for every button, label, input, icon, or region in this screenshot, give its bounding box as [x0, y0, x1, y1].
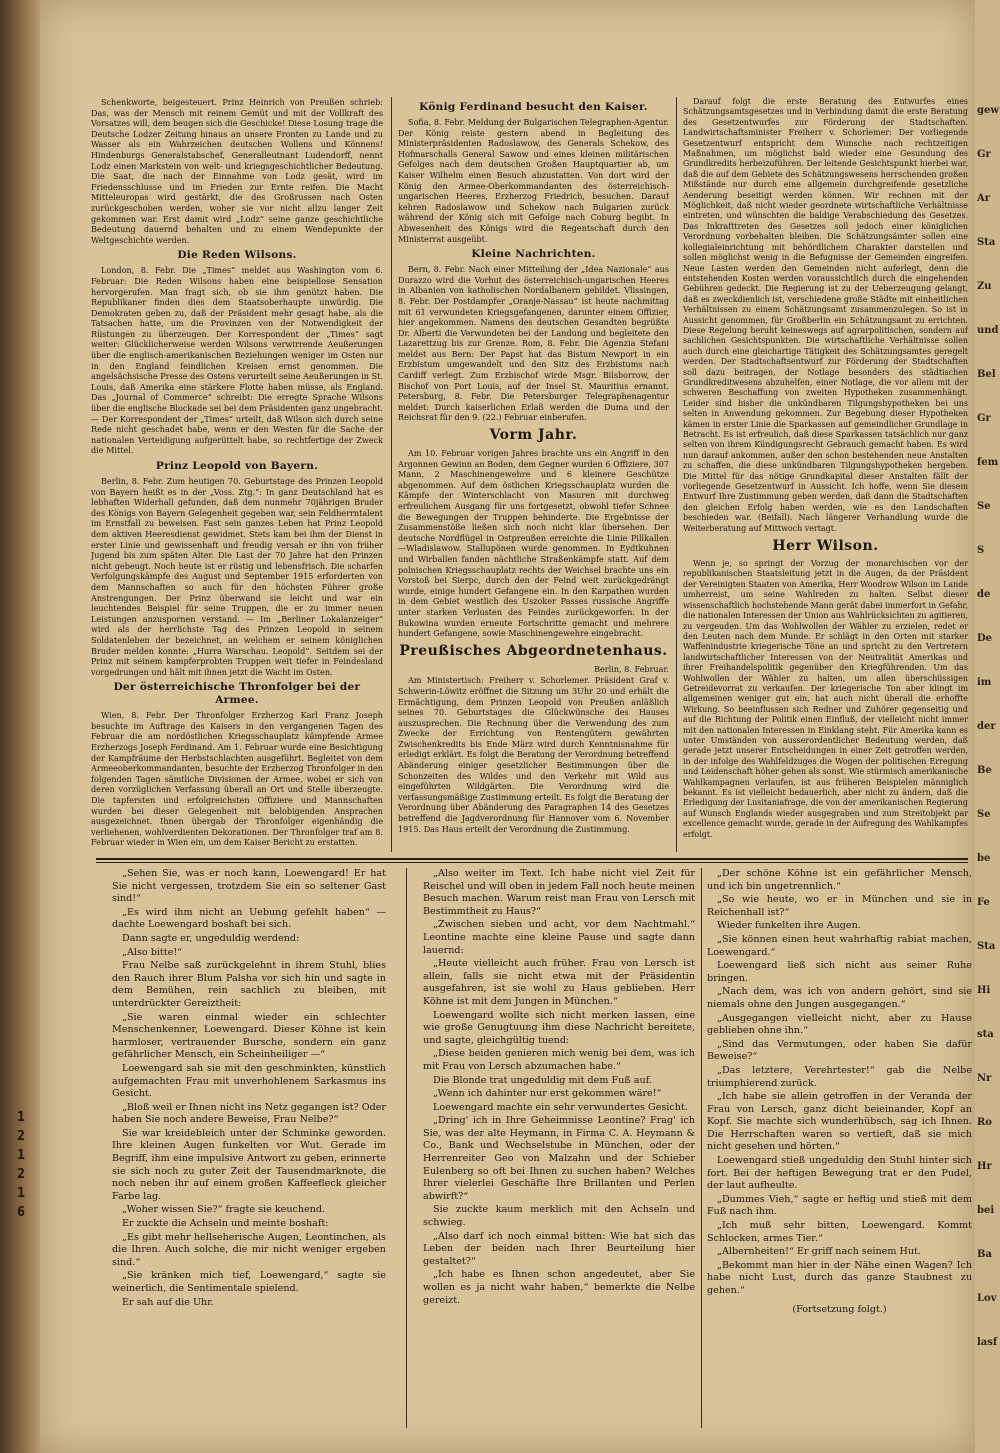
adjacent-page-word: Hi — [977, 985, 991, 996]
serial-paragraph: Die Blonde trat ungeduldig mit dem Fuß auf. — [433, 1074, 652, 1086]
adjacent-page-word: Fe — [977, 897, 990, 908]
heading-vorm-jahr: Vorm Jahr. — [489, 427, 578, 444]
serial-paragraph: „Ich habe sie allein getroffen in der Veranda der Frau von Lersch, ganz dicht beieinander, Kopf an Kopf. Sie machte sich wunderhübsch, sag ich Ihnen. Die Herrschaften waren so vertieft, daß sie mich nicht gesehen und hörten.“ — [707, 1091, 972, 1153]
adjacent-page-word: im — [977, 677, 992, 688]
serial-paragraph: „Bloß weil er Ihnen nicht ins Netz gegangen ist? Oder haben Sie noch andere Beweise, Frau Nelbe?“ — [112, 1101, 386, 1126]
serial-paragraph: Loewengard ließ sich nicht aus seiner Ruhe bringen. — [707, 960, 972, 984]
heading-kleine-nachrichten: Kleine Nachrichten. — [471, 248, 596, 261]
dateline-abgeordnetenhaus: Berlin, 8. Februar. — [594, 663, 669, 674]
binding-edge — [0, 0, 40, 1453]
serial-paragraph: „Nach dem, was ich von andern gehört, sind sie niemals ohne den Jungen ausgegangen.“ — [707, 986, 972, 1010]
heading-prince-leopold: Prinz Leopold von Bayern. — [155, 460, 319, 472]
serial-paragraph: Loewengard stieß ungeduldig den Stuhl hinter sich fort. Bei der heftigen Bewegung trat er den Pudel, der laut aufheulte. — [707, 1155, 972, 1192]
serial-paragraph: Loewengard machte ein sehr verwundertes Gesicht. — [433, 1101, 688, 1113]
column-1 — [91, 97, 383, 852]
adjacent-page-word: De — [977, 633, 993, 644]
serial-paragraph: Er zuckte die Achseln und meinte boshaft: — [122, 1218, 329, 1230]
serial-paragraph: „Sehen Sie, was er noch kann, Loewengard! Er hat Sie nicht vergessen, trotzdem Sie ein so seltener Gast sind!“ — [112, 868, 386, 905]
adjacent-page-word: Gr — [977, 149, 991, 160]
serial-paragraph: Loewengard wollte sich nicht merken lassen, eine wie große Genugtuung ihm diese Nachricht bereitete, und sagte, gleichgültig tuend: — [423, 1009, 695, 1046]
serial-paragraph: „Woher wissen Sie?“ fragte sie keuchend. — [122, 1204, 326, 1216]
article-prince-leopold: Berlin, 8. Febr. Zum heutigen 70. Geburtstage des Prinzen Leopold von Bayern heißt es in der „Voss. Ztg.“: In ganz Deutschland hat es lebhaften Widerhall gefunden, daß dem nunmehr 70jährigen Bruder des Königs von Bayern Gelegenheit gegeben war, sein Feldherrntalent im Ernstfall zu beweisen. Fast sein ganzes Leben hat Prinz Leopold dem aktiven Heeresdienst gewidmet. Stets kam bei ihm der Dienst in erster Linie und gewissenhaft und freudig versah er ihn von früher Jugend bis zum späten Alter. Die Last der 70 Jahre hat den Prinzen nicht gebeugt. Noch heute ist er rüstig und lebensfrisch. Die scharfen Verfolgungskämpfe des August und September 1915 erforderten von dem Mannschaften so auch für den höchsten Führer große Anstrengungen. Der Prinz überwand sie leicht und war ein leuchtendes Beispiel für seine Truppen, die er zu immer neuen Leistungen anzuspornen verstand. — Im „Berliner Lokalanzeiger“ wird als der herrlichste Tag des Prinzen Leopold in seinem Soldatenleben der bezeichnet, an welchem er seinem königlichen Bruder melden konnte: „Hurra Warschau. Leopold“. Seitdem sei der Prinz mit seinem kampferprobten Truppen weit tiefer in Feindesland vorgedrungen und hält mit ihnen jetzt die Wacht im Osten. — [91, 476, 383, 677]
adjacent-page-word: Se — [977, 809, 991, 820]
serial-paragraph: „Ich muß sehr bitten, Loewengard. Kommt Schlocken, armes Tier.“ — [707, 1220, 972, 1244]
serial-paragraph: „Ich habe es Ihnen schon angedeutet, aber Sie wollen es ja nicht wahr haben,“ bemerkte die Nelbe gereizt. — [423, 1269, 695, 1306]
heading-thronfolger: Der österreichische Thronfolger bei der Armee. — [113, 681, 361, 707]
serial-paragraph: „Also darf ich noch einmal bitten: Wie hat sich das Leben der beiden nach Ihrer Beurteilung hier gestaltet?“ — [423, 1230, 695, 1267]
adjacent-page-word: der — [977, 721, 996, 732]
adjacent-page-fragment — [975, 0, 1000, 1453]
serial-paragraph: „Es wird ihm nicht an Uebung gefehlt haben“ — dachte Loewengard boshaft bei sich. — [112, 906, 386, 931]
serial-paragraph: „Dummes Vieh,“ sagte er heftig und stieß mit dem Fuß nach ihm. — [707, 1193, 972, 1218]
adjacent-page-word: lasf — [977, 1337, 998, 1348]
adjacent-page-word: Ro — [977, 1117, 992, 1128]
adjacent-page-word: Nr — [977, 1073, 992, 1084]
serial-paragraph: Wieder funkelten ihre Augen. — [717, 920, 861, 932]
serial-paragraph: „Ausgegangen vielleicht nicht, aber zu Hause geblieben ohne ihn.“ — [707, 1012, 972, 1037]
feuilleton-rule — [96, 862, 968, 863]
article-herr-wilson: Wenn je, so springt der Vorzug der monarchischen vor der republikanischen Staatsleitung jetzt in die Augen, da der Präsident der Vereinigten Staaten von Amerika, Herr Woodrow Wilson im Lande umherreist, um seine Wahlreden zu halten. Selbst dieser wissenschaftlich hochstehende Mann gerät dabei immerfort in Gefahr, die nationalen Interessen der Union aus Wahlrücksichten zu agitieren, zu vergeuden. Um das Wohlwollen der Wähler zu erzielen, redet er den Leuten nach dem Munde. Er schlägt in den Orten mit starker Waffenindustrie kriegerische Töne an und spricht zu den Vertretern landwirtschaftlicher Interessen von der Neutralität Amerikas und ihrer Freihandelspolitik gegenüber den Kriegführenden. Um das Wohlwollen der Wähler zu halten, um allen überschüssigen Getreidevorrat zu verkaufen. Der kriegerische Ton aber klingt im allgemeinen weniger gut ein, hat auch nicht überall die erhoffte Wirkung. So beeinflussen sich Redner und Zuhörer gegenseitig und auf die Richtung der Politik einen Einfluß, der vielleicht nicht immer mit den nationalen Interessen in Einklang steht. Für Amerika kann es unter Umständen von ausserordentlicher Bedeutung werden, daß gerade jetzt unserer Entscheidungen in einer Zeit getroffen werden, in der infolge des Wahlfeldzuges die Wogen der politischen Erregung und Leidenschaft höher gehen als sonst. Wie stürmisch amerikanische Wahlkampagnen verlaufen, ist aus früheren Beispielen männiglich bekannt. Es ist vielleicht bedauerlich, aber nicht zu ändern, daß die Erledigung der Lusitaniafrage, die von der amerikanischen Regierung auf Wunsch Englands wieder ausgegraben und zum Streitobjekt par excellence gemacht wurde, gerade in der Aufregung des Wahlkampfes erfolgt. — [683, 559, 968, 839]
serial-paragraph: Er sah auf die Uhr. — [122, 1296, 214, 1308]
adjacent-page-word: Be — [977, 765, 992, 776]
serial-paragraph: „Heute vielleicht auch früher. Frau von Lersch ist allein, falls sie nicht etwa mit der Präsidentin ausgefahren, ist sie wohl zu Haus geblieben. Herr Köhne ist mit dem Jungen in München.“ — [423, 958, 695, 1007]
adjacent-page-word: sta — [977, 1029, 994, 1040]
article-ferdinand: Sofia, 8. Febr. Meldung der Bulgarischen Telegraphen-Agentur. Der König reiste gestern abend in Begleitung des Ministerpräsidenten Radoslawow, des Generals Schekow, des Hofmarschalls General Sawow und eines kleinen militärischen Gefolges nach dem deutschen Großen Hauptquartier ab, um Kaiser Wilhelm einen Besuch abzustatten. Von dort wird der König den Armee-Oberkommandanten des österreichisch-ungarischen Heeres, Erzherzog Friedrich, besuchen. Darauf kehren Radoslawow und Schekow nach Bulgarien zurück während der König sich mit Gefolge nach Coburg begibt. In Abwesenheit des Königs wird die Regentschaft durch den Ministerrat ausgeübt. — [398, 117, 669, 244]
serial-paragraph: „Das letztere, Verehrtester!“ gab die Nelbe triumphierend zurück. — [707, 1064, 972, 1089]
column-3 — [683, 97, 968, 852]
column-rule — [406, 868, 407, 1428]
serial-paragraph: Dann sagte er, ungeduldig werdend: — [122, 932, 300, 944]
adjacent-page-word: Lov — [977, 1293, 997, 1304]
continued-note: (Fortsetzung folgt.) — [792, 1303, 887, 1315]
adjacent-page-word: fem — [977, 457, 999, 468]
adjacent-page-word: Gr — [977, 413, 991, 424]
adjacent-page-word: Sta — [977, 237, 996, 248]
serial-paragraph: Sie zuckte kaum merklich mit den Achseln und schwieg. — [423, 1204, 695, 1229]
serial-paragraph: „Also weiter im Text. Ich habe nicht viel Zeit für Reischel und will oben in jedem Fall noch heute meinen Besuch machen. Warum reist man Frau von Lersch mit Bestimmtheit zu Haus?“ — [423, 868, 695, 917]
margin-number: 1 2 1 2 1 6 — [17, 1110, 25, 1220]
serial-column-1 — [112, 868, 386, 1428]
serial-paragraph: „Zwischen sieben und acht, vor dem Nachtmahl.“ Leontine machte eine kleine Pause und sagte dann lauernd: — [423, 919, 695, 956]
adjacent-page-word: Bel — [977, 369, 996, 380]
column-rule — [391, 97, 392, 852]
article-intro: Schenkworte, beigesteuert. Prinz Heinrich von Preußen schrieb: Das, was der Mensch mit reinem Gemüt und mit der Vollkraft des Vorsatzes will, dem beugen sich die Geschicke! Diese Losung trage die Deutsche Lodzer Zeitung hinaus an unsere Fronten zu Lande und zu Wasser als ein Wahrzeichen deutschen Wollens und Könnens! Hindenburgs Generalstabschef, Generalleutnant Ludendorff, nennt Lodz einen Markstein von welt- und kriegsgeschichtlicher Bedeutung. Die Saat, die nach der Einnahme von Lodz gesät, wird im Friedensschlusse und im Frieden zur Ernte reifen. Die Macht Mitteleuropas wird gestärkt, die des Großrussen nach Osten zurückgeschoben werden, woher sie vor nicht allzu langer Zeit gekommen war. Erst damit wird „Lodz“ seine ganze geschichtliche Bedeutung dauernd behalten und zu einem Wendepunkte der Weltgeschichte werden. — [91, 97, 383, 245]
article-schaetzungsamt: Darauf folgt die erste Beratung des Entwurfes eines Schätzungsamtsgesetzes und in Verbindung damit die erste Beratung des Gesetzentwurfes zur Förderung der Stadtschaften. Landwirtschaftsminister Freiherr v. Schorlemer: Der vorliegende Gesetzentwurf entspricht dem Wunsche nach rechtzeitigen Maßnahmen, um möglichst bald wieder eine Gesundung des Grundkredits herbeizuführen. Der leitende Gesichtspunkt hierbei war, daß die auf dem Gebiete des Schätzungswesens herrschenden großen Mißstände nur durch eine allgemein durchgreifende gesetzliche Aenderung beseitigt werden können. Wir rechnen mit der Möglichkeit, daß nicht wieder geordnete wirtschaftliche Verhältnisse eintreten, und wünschten die baldige Verabschiedung des Gesetzes. Das Inkrafttreten des Gesetzes soll jedoch einer königlichen Verordnung vorbehalten bleiben. Die Schätzungsämter sollen eine kollegialeinrichtung mit behördlichem Charakter darstellen und sollen möglichst wenig in die Befugnisse der Gemeinden eingreifen. Neue Lasten werden den Gemeinden nicht auferlegt, denn die entstehenden Kosten werden voraussichtlich durch die eingehenden Gebühren gedeckt. Die Regierung ist zu der Ueberzeugung gelangt, daß es zweckdienlich ist, verschiedene große Städte mit einheitlichen Verhältnissen zu einem Schätzungsamt zusammenzulegen. So ist in Aussicht genommen, für Großberlin ein Schätzungsamt zu errichten. Diese Regelung beruht keineswegs auf agrarpolitischen, sondern auf sachlichen Gesichtspunkten. Die wirtschaftliche Verhältnisse sollen auch durch eine gleichartige Tätigkeit des Schätzungsamtes geregelt werden. Der Stadtschaftsentwurf zur Förderung der Stadtschaften soll dazu beitragen, der Notlage besonders des städtischen Grundkreditwesens abzuhelfen, einer Notlage, die vor allem mit der schweren Beschaffung von zweiten Hypotheken zusammenhängt. Leider sind bisher die unkündbaren Tilgungshypotheken bei uns selten in Anwendung gekommen. Zur Begebung dieser Hypotheken kämen in erster Linie die Sparkassen auf gemeindlicher Grundlage in Betracht. Es ist erfreulich, daß diese Sparkassen tatsächlich nur ganz selten von ihrem Kündigungsrecht Gebrauch gemacht haben. Es wird nun darauf ankommen, außer den schon bestehenden neue Anstalten zu schaffen, die diese unkündbaren Tilgungshypotheken hergeben. Die Mittel für das nötige Grundkapital dieser Anstalten fällt der vorliegende Gesetzentwurf in Aussicht. Ich hoffe, wenn Sie diesem Entwurf Ihre Zustimmung geben werden, daß dann die Stadtschaften den gleichen Erfolg haben werden, wie es den Landschaften beschieden war. (Beifall). Nach längerer Verhandlung wurde die Weiterberatung auf Mittwoch vertagt. — [683, 97, 968, 533]
adjacent-page-word: de — [977, 589, 991, 600]
article-thronfolger: Wien, 8. Febr. Der Thronfolger Erzherzog Karl Franz Joseph besuchte im Auftrage des Kaisers in den vergangenen Tagen des Februar die am nordöstlichen Kriegsschauplatz kämpfende Armee Erzherzogs Joseph Ferdinand. Am 1. Februar wurde eine Besichtigung der Kampfräume der Herbstschlachten ausgeführt. Begleitet von dem Armeeoberkommandanten, besuchte der Erzherzog Thronfolger in den folgenden Tagen sämtliche Divisionen der Armee, wobei er sich von deren vorzüglichen Verfassung überall an Ort und Stelle überzeugte. Die tapfersten und erfolgreichsten Offiziere und Mannschaften wurden bei dieser Gelegenheit mit belobigenden Ansprachen ausgezeichnet. Ihnen übergab der Thronfolger eigenhändig die verliehenen, wohlverdienten Dekorationen. Der Thronfolger traf am 8. Februar wieder in Wien ein, um dem Kaiser Bericht zu erstatten. — [91, 710, 383, 848]
adjacent-page-word: bei — [977, 1205, 995, 1216]
serial-paragraph: „Wenn ich dahinter nur erst gekommen wäre!“ — [433, 1088, 662, 1100]
serial-paragraph: „Diese beiden genieren mich wenig bei dem, was ich mit Frau von Lersch abzumachen habe.“ — [423, 1048, 695, 1072]
adjacent-page-word: Ar — [977, 193, 991, 204]
adjacent-page-word: S — [977, 545, 985, 556]
adjacent-page-word: und — [977, 325, 999, 336]
adjacent-page-word: be — [977, 853, 991, 864]
serial-paragraph: „Es gibt mehr hellseherische Augen, Leontinchen, als die Ihren. Auch solche, die mir nicht weniger ergeben sind.“ — [112, 1231, 386, 1268]
serial-paragraph: „Bekommt man hier in der Nähe einen Wagen? Ich habe nicht Lust, durch das ganze Staubnest zu gehen.“ — [707, 1259, 972, 1296]
adjacent-page-word: gew — [977, 105, 999, 116]
heading-herr-wilson: Herr Wilson. — [772, 538, 879, 555]
column-rule — [701, 868, 702, 1428]
serial-paragraph: „Der schöne Köhne ist ein gefährlicher Mensch, und ich bin ungetrennlich.“ — [707, 868, 972, 892]
heading-ferdinand: König Ferdinand besucht den Kaiser. — [419, 101, 648, 113]
serial-paragraph: Frau Nelbe saß zurückgelehnt in ihrem Stuhl, blies den Rauch ihrer Blum Palsha vor sich hin und sagte in dem Bemühen, rein sachlich zu bleiben, mit unterdrückter Gereiztheit: — [112, 960, 386, 1009]
feuilleton-rule — [96, 858, 968, 860]
adjacent-page-word: Zu — [977, 281, 992, 292]
serial-paragraph: „Dring' ich in Ihre Geheimnisse Leontine? Frag' ich Sie, was der alte Heymann, in Firma C. A. Heymann & Co., Bank und Wechselstube in München, oder der Herrenreiter Geo von Malzahn und der Schieber Eulenberg so oft bei Ihnen zu suchen haben? Welches Ihrer vielerlei Geschäfte Ihre Brillanten und Perlen abwirft?“ — [423, 1115, 695, 1202]
adjacent-page-word: Sta — [977, 941, 996, 952]
serial-paragraph: „Sie können einen heut wahrhaftig rabiat machen, Loewengard.“ — [707, 933, 972, 958]
column-2 — [398, 97, 669, 852]
serial-paragraph: „Also bitte!“ — [122, 946, 183, 958]
article-kleine-nachrichten: Bern, 8. Febr. Nach einer Mitteilung der „Idea Nazionale“ aus Durazzo wird die Vorhut des österreichisch-ungarischen Heeres in Albanien von katholischen Nordalbanern gebildet. Vlissingen, 8. Febr. Der Postdampfer „Oranje-Nassau“ ist heute nachmittag mit 61 verwundeten Kriegsgefangenen, darunter einem Offizier, hier angekommen. Namens des deutschen Gesandten begrüßte Dr. Alberti die Verwundeten bei der Landung und begleitete den Lazarettzug bis zur Grenze. Rom, 8. Febr. Die Agenzia Stefani meldet aus Bern: Der Papst hat das Bistum Newport in ein Erzbistum umgewandelt und den Sitz des Erzbistums nach Cardiff verlegt. Zum Erzbischof wirde Msgr. Bilsborrow, der Bischof von Port Louis, auf der Insel St. Mauritius ernannt. Petersburg, 8. Febr. Die Petersburger Telegraphenagentur meldet: Durch kaiserlichen Erlaß werden die Duma und der Reichsrat für den 9. (22.) Februar einberufen. — [398, 264, 669, 423]
serial-paragraph: „Sie waren einmal wieder ein schlechter Menschenkenner, Loewengard. Dieser Köhne ist kein harmloser, vertrauender Bursche, sondern ein ganz gefährlicher Mensch, ein Scheinheiliger —“ — [112, 1011, 386, 1061]
serial-column-3 — [707, 868, 972, 1428]
serial-paragraph: „Albernheiten!“ Er griff nach seinem Hut. — [717, 1246, 921, 1258]
adjacent-page-word: Ba — [977, 1249, 992, 1260]
serial-paragraph: „So wie heute, wo er in München und sie in Reichenhall ist?“ — [707, 894, 972, 918]
article-wilson-speeches: London, 8. Febr. Die „Times“ meldet aus Washington vom 6. Februar: Die Reden Wilsons haben eine beispiellose Sensation hervorgerufen. Man fragt sich, ob sie ihm genützt haben. Die Republikaner finden dies dem Staatsoberhaupte unwürdig. Die Demokraten geben zu, daß der Präsident mehr gesagt habe, als die Tatsachen hatte, um die Provinzen von der Notwendigkeit der Rüstungen zu überzeugen. Der Korrespondent der „Times“ sagt weiter: Glücklicherweise werden Wilsons verwirrende Aeußerungen über die englisch-amerikanischen Beziehungen weniger im Osten nur in den England feindlichen Kreisen ernst genommen. Die angelsächsische Presse des Ostens verurteilt seine Aeußerungen in St. Louis, daß Amerika eine stärkere Flotte haben müsse, als England. Das „Journal of Commerce“ schreibt: Die erregte Sprache Wilsons über die englische Blockade sei bei dem Präsidenten ganz ungebracht. — Der Korrespondent der „Times“ urteilt, daß Wilson sich durch seine Rede nicht geschadet habe, wenn er den Westen für die Sache der nationalen Verteidigung aufgerüttelt habe, so rechtfertige der Zweck die Mittel. — [91, 265, 383, 456]
column-rule — [676, 97, 677, 852]
serial-paragraph: „Sie kränken mich tief, Loewengard,“ sagte sie weinerlich, die Sentimentale spielend. — [112, 1270, 386, 1294]
article-vorm-jahr: Am 10. Februar vorigen Jahres brachte uns ein Angriff in den Argonnen Gewinn an Boden, dem Gegner wurden 6 Offiziere, 307 Mann, 2 Maschinengewehre und 6 kleinere Geschütze abgenommen. Auf dem östlichen Kriegsschauplatz wurden die Kämpfe der Winterschlacht von Masuren mit durchweg erfreulichem Ausgang für uns fortgesetzt, obwohl tiefer Schnee die Bewegungen der Truppen behinderte. Die Ergebnisse der Zusammenstöße ließen sich noch nicht klar übersehen. Der deutsche Nordflügel in Ostpreußen erreichte die Linie Pillkallen—Wladislawow. Stallupönen wurde genommen. In Eydtkuhnen und Wirballen fanden nächtliche Straßenkämpfe statt. Auf dem polnischen Kriegsschauplatz rechts der Weichsel brachte uns ein Vorstoß bei Sierpc, durch den der Feind weit zurückgedrängt wurde, einige hundert Gefangene ein. In den Karpathen wurden in dem Gebiet westlich des Uszoker Passes russische Angriffe unter starken Verlusten des Feindes zurückgeworfen. In der Bukowina wurden erneute Fortschritte gemacht und mehrere hundert Gefangene, sowie Maschinengewehre eingebracht. — [398, 448, 669, 639]
heading-wilson-speeches: Die Reden Wilsons. — [177, 249, 297, 262]
heading-abgeordnetenhaus: Preußisches Abgeordnetenhaus. — [399, 642, 668, 659]
serial-column-2 — [423, 868, 695, 1428]
adjacent-page-word: Se — [977, 501, 991, 512]
article-abgeordnetenhaus: Am Ministertisch: Freiherr v. Schorlemer. Präsident Graf v. Schwerin-Löwitz eröffnet die Sitzung um 3Uhr 20 und erhält die Ermächtigung, dem Prinzen Leopold von Preußen anläßlich seines 70. Geburtstages die Glückwünsche des Hauses auszusprechen. Die Rechnung über die Verwendung des zum Zwecke der Errichtung von Rentengütern gewährten Zwischenkredits bis Ende März wird durch Kenntnisnahme für erledigt erklärt. Es folgt die Beratung der Verordnung betreffend Abänderung einiger gesetzlicher Bestimmungen über die Schonzeiten des Wildes und den Verkehr mit Wild aus eingeführten Wildgärten. Die Verordnung wird die verfassungsmäßige Zustimmung erteilt. Es folgt die Beratung der Verordnung über Abänderung des Paragraphen 14 des Gesetzes betreffend die Jagdverordnung für Hannover vom 6. November 1915. Das Haus erteilt der Verordnung die Zustimmung. — [398, 675, 669, 834]
serial-paragraph: „Sind das Vermutungen, oder haben Sie dafür Beweise?“ — [707, 1038, 972, 1063]
serial-paragraph: Loewengard sah sie mit den geschminkten, künstlich aufgemachten Frau mit unverhohlenem Sarkasmus ins Gesicht. — [112, 1062, 386, 1100]
adjacent-page-word: Hr — [977, 1161, 992, 1172]
serial-paragraph: Sie war kreidebleich unter der Schminke geworden. Ihre kleinen Augen funkelten vor Wut. Gerade im Begriff, ihm eine impulsive Antwort zu geben, erinnerte sie sich noch zu guter Zeit der Tausendmarknote, die noch neben ihr auf einem großen Kaffeefleck gleicher Farbe lag. — [112, 1127, 386, 1202]
